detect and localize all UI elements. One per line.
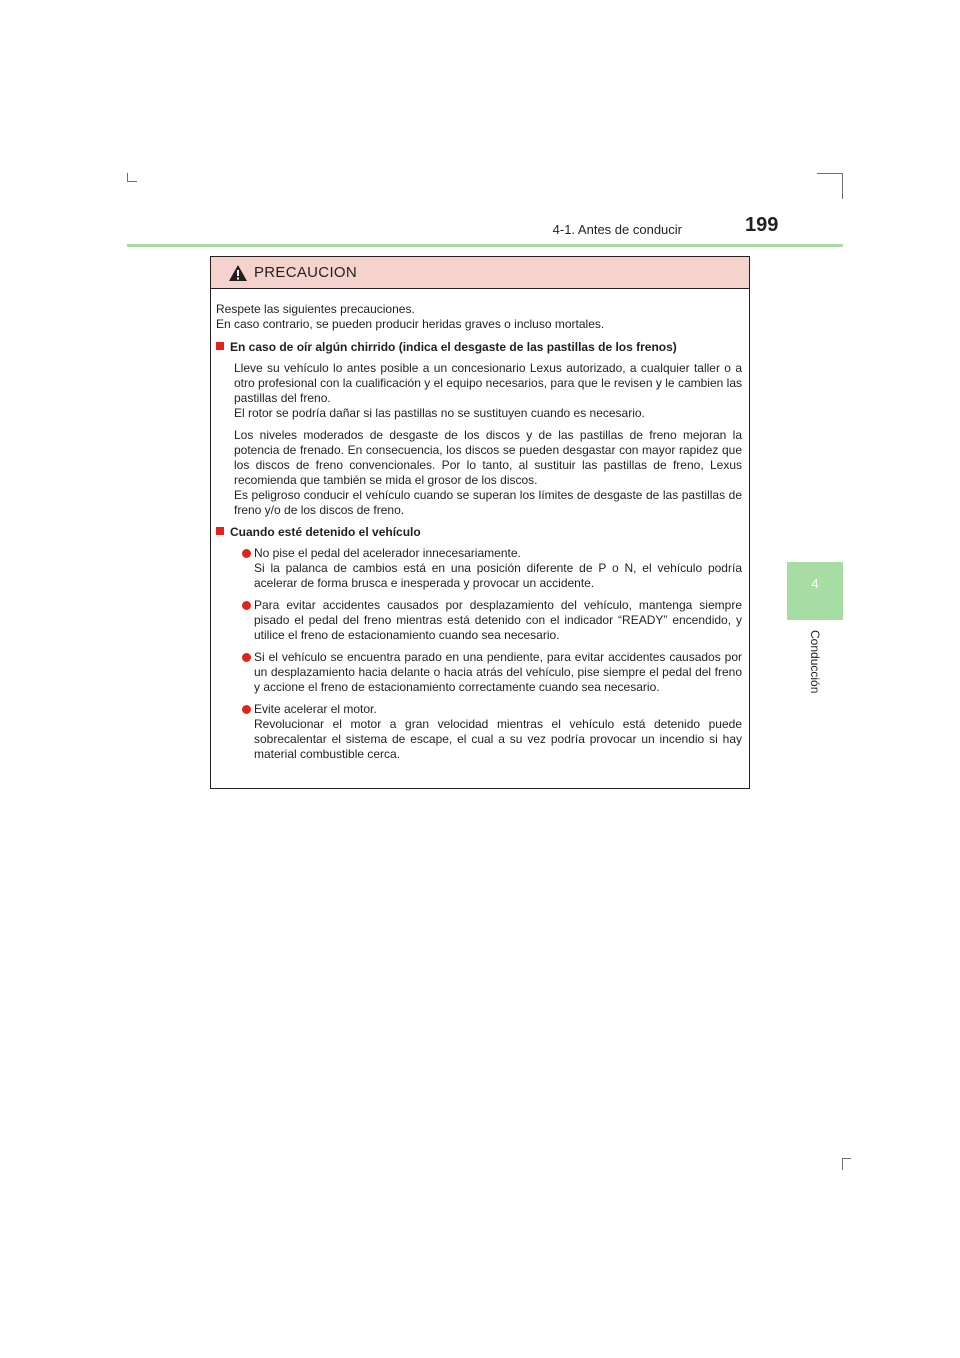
caution-body [211,289,749,762]
red-bullet-icon [242,549,251,558]
section-title: 4-1. Antes de conducir [552,222,682,237]
warning-triangle-icon [228,264,248,282]
list-item-text: Si el vehículo se encuentra parado en una pendiente, para evitar accidentes causados por un desplazamiento hacia delante o hacia atrás del vehículo, pise siempre el pedal del freno y accione el freno de estacionamiento correctamente cuando sea necesario. [254,650,742,694]
caution-title: PRECAUCION [254,264,358,281]
list-item [242,650,742,695]
crop-mark [842,1158,851,1159]
red-bullet-icon [242,601,251,610]
list-item-text: Para evitar accidentes causados por desplazamiento del vehículo, mantenga siempre pisado el pedal del freno mientras está detenido con el indicador “READY” encendido, y utilice el freno de estacionamiento cuando sea necesario. [254,598,742,642]
paragraph: Los niveles moderados de desgaste de los discos y de las pastillas de freno mejoran la potencia de frenado. En consecuencia, los discos se pueden desgastar con mayor rapidez que los discos de freno convencionales. Por lo tanto, al sustituir las pastillas de freno, Lexus recomienda que también se mida el grosor de los discos. Es peligroso conducir el vehículo cuando se superan los límites de desgaste de las pastillas de freno y/o de los discos de freno. [234,428,742,517]
intro-text [216,302,742,332]
list-item [242,702,742,762]
crop-mark [127,173,128,181]
section-heading [216,340,742,355]
crop-mark [842,173,843,199]
crop-mark [817,173,843,174]
intro-line: En caso contrario, se pueden producir heridas graves o incluso mortales. [216,317,605,331]
section-content [216,361,742,518]
intro-line: Respete las siguientes precauciones. [216,302,415,316]
section-heading [216,525,742,540]
page-number: 199 [745,214,779,236]
red-bullet-icon [242,653,251,662]
header-rule [127,244,843,247]
chapter-number: 4 [811,576,819,591]
list-item [242,598,742,643]
crop-mark [842,1158,843,1170]
section-heading-text: En caso de oír algún chirrido (indica el desgaste de las pastillas de los frenos) [230,340,677,354]
list-item-text: Evite acelerar el motor. Revolucionar el motor a gran velocidad mientras el vehículo está detenido puede sobrecalentar el sistema de escape, el cual a su vez podría provocar un incendio si hay material combustible cerca. [254,702,742,761]
crop-mark [127,181,137,182]
paragraph: Lleve su vehículo lo antes posible a un concesionario Lexus autorizado, a cualquier taller o a otro profesional con la cualificación y el equipo necesarios, para que le revisen y le cambien las pastillas del freno. El rotor se podría dañar si las pastillas no se sustituyen cuando es necesario. [234,361,742,420]
chapter-label: Conducción [808,630,822,694]
section-content [216,546,742,762]
caution-header [211,257,749,289]
list-item [242,546,742,591]
section-heading-text: Cuando esté detenido el vehículo [230,525,421,539]
red-square-icon [216,527,224,535]
caution-box [210,256,750,789]
red-bullet-icon [242,705,251,714]
list-item-text: No pise el pedal del acelerador innecesariamente. Si la palanca de cambios está en una posición diferente de P o N, el vehículo podría acelerar de forma brusca e inesperada y provocar un accidente. [254,546,742,590]
chapter-tab [787,562,843,620]
red-square-icon [216,342,224,350]
